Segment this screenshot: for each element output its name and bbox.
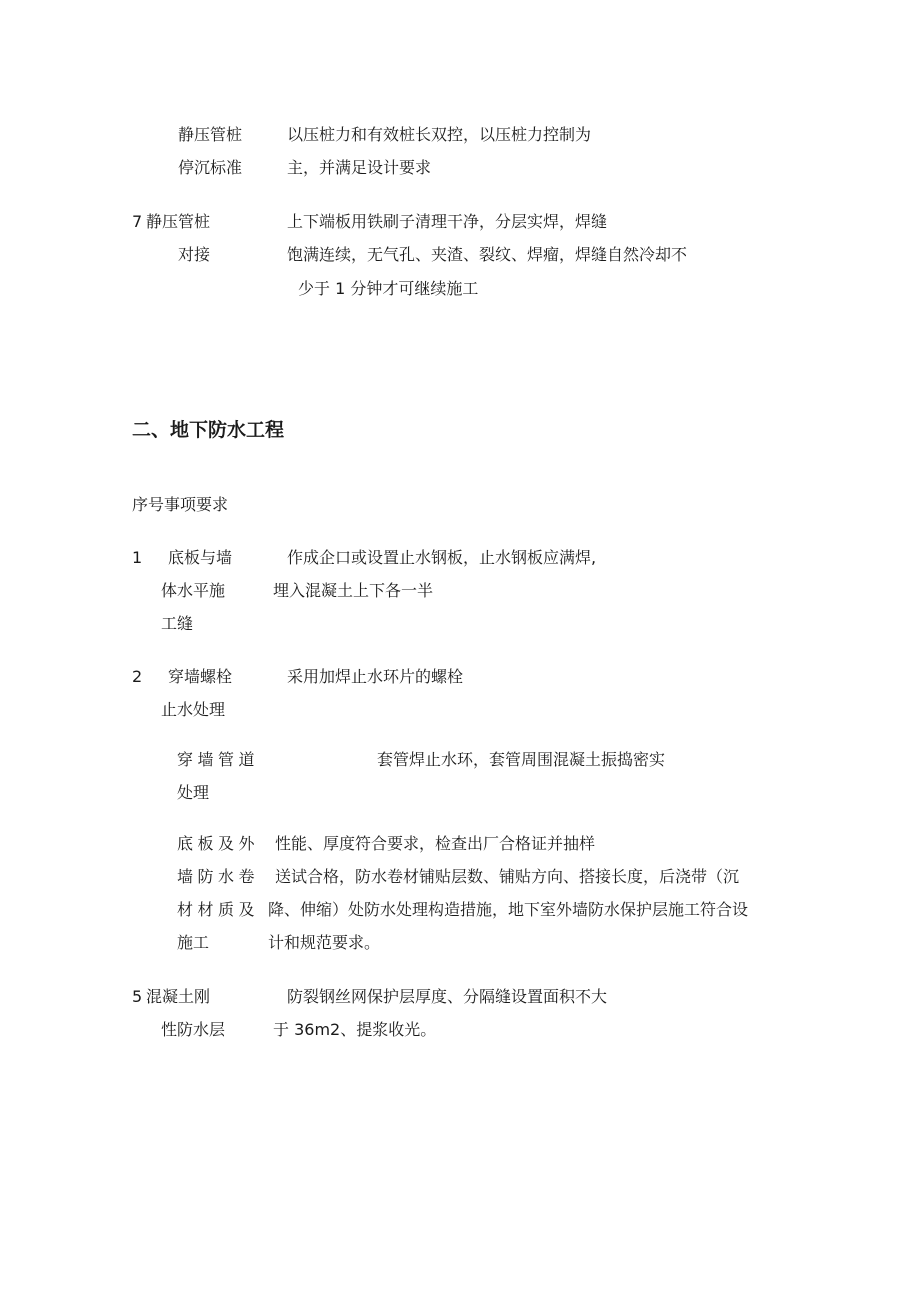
item4-label-line2: 墙防水卷 bbox=[177, 867, 260, 886]
item2-number: 2 bbox=[132, 667, 143, 686]
item5-label-line2: 性防水层 bbox=[161, 1020, 226, 1039]
item5-number: 5 bbox=[132, 987, 143, 1006]
item1-requirement-line2: 埋入混凝土上下各一半 bbox=[273, 581, 434, 600]
item4-label-line1: 底板及外 bbox=[177, 834, 260, 853]
pile-joint-label-line2: 对接 bbox=[178, 245, 211, 264]
item5-requirement-line1: 防裂钢丝网保护层厚度、分隔缝设置面积不大 bbox=[287, 987, 608, 1006]
item4-requirement-line3: 降、伸缩）处防水处理构造措施，地下室外墙防水保护层施工符合设 bbox=[268, 900, 749, 919]
item2-label-line1: 穿墙螺栓 bbox=[168, 667, 233, 686]
item2-requirement-line1: 采用加焊止水环片的螺栓 bbox=[287, 667, 464, 686]
pile-stop-label-line2: 停沉标准 bbox=[178, 158, 243, 177]
pile-joint-label-line1: 静压管桩 bbox=[146, 212, 211, 231]
item4-label-line4: 施工 bbox=[177, 933, 210, 952]
item4-requirement-line2: 送试合格，防水卷材铺贴层数、铺贴方向、搭接长度，后浇带（沉 bbox=[275, 867, 740, 886]
item5-requirement-line2: 于 36m2、提浆收光。 bbox=[273, 1020, 437, 1039]
pile-stop-requirement-line1: 以压桩力和有效桩长双控，以压桩力控制为 bbox=[287, 125, 592, 144]
section-title: 二、地下防水工程 bbox=[132, 419, 285, 441]
pile-joint-requirement-line2: 饱满连续，无气孔、夹渣、裂纹、焊瘤，焊缝自然冷却不 bbox=[287, 245, 688, 264]
item1-label-line3: 工缝 bbox=[161, 614, 194, 633]
item4-requirement-line1: 性能、厚度符合要求，检查出厂合格证并抽样 bbox=[275, 834, 596, 853]
item3-label-line1: 穿墙管道 bbox=[177, 750, 260, 769]
item2-label-line2: 止水处理 bbox=[161, 700, 226, 719]
item1-number: 1 bbox=[132, 548, 143, 567]
pile-joint-requirement-line3: 少于 1 分钟才可继续施工 bbox=[298, 279, 479, 298]
pile-stop-label-line1: 静压管桩 bbox=[178, 125, 243, 144]
pile-stop-requirement-line2: 主，并满足设计要求 bbox=[287, 158, 432, 177]
pile-joint-requirement-line1: 上下端板用铁刷子清理干净，分层实焊，焊缝 bbox=[287, 212, 608, 231]
item1-label-line2: 体水平施 bbox=[161, 581, 226, 600]
item1-label-line1: 底板与墙 bbox=[168, 548, 233, 567]
item1-requirement-line1: 作成企口或设置止水钢板，止水钢板应满焊, bbox=[287, 548, 597, 567]
item4-label-line3: 材材质及 bbox=[177, 900, 260, 919]
item3-requirement-line1: 套管焊止水环，套管周围混凝土振捣密实 bbox=[377, 750, 666, 769]
item4-requirement-line4: 计和规范要求。 bbox=[268, 933, 381, 952]
item5-label-line1: 混凝土刚 bbox=[146, 987, 211, 1006]
pile-joint-number: 7 bbox=[132, 212, 143, 231]
item3-label-line2: 处理 bbox=[177, 783, 210, 802]
table-header: 序号事项要求 bbox=[132, 495, 229, 514]
